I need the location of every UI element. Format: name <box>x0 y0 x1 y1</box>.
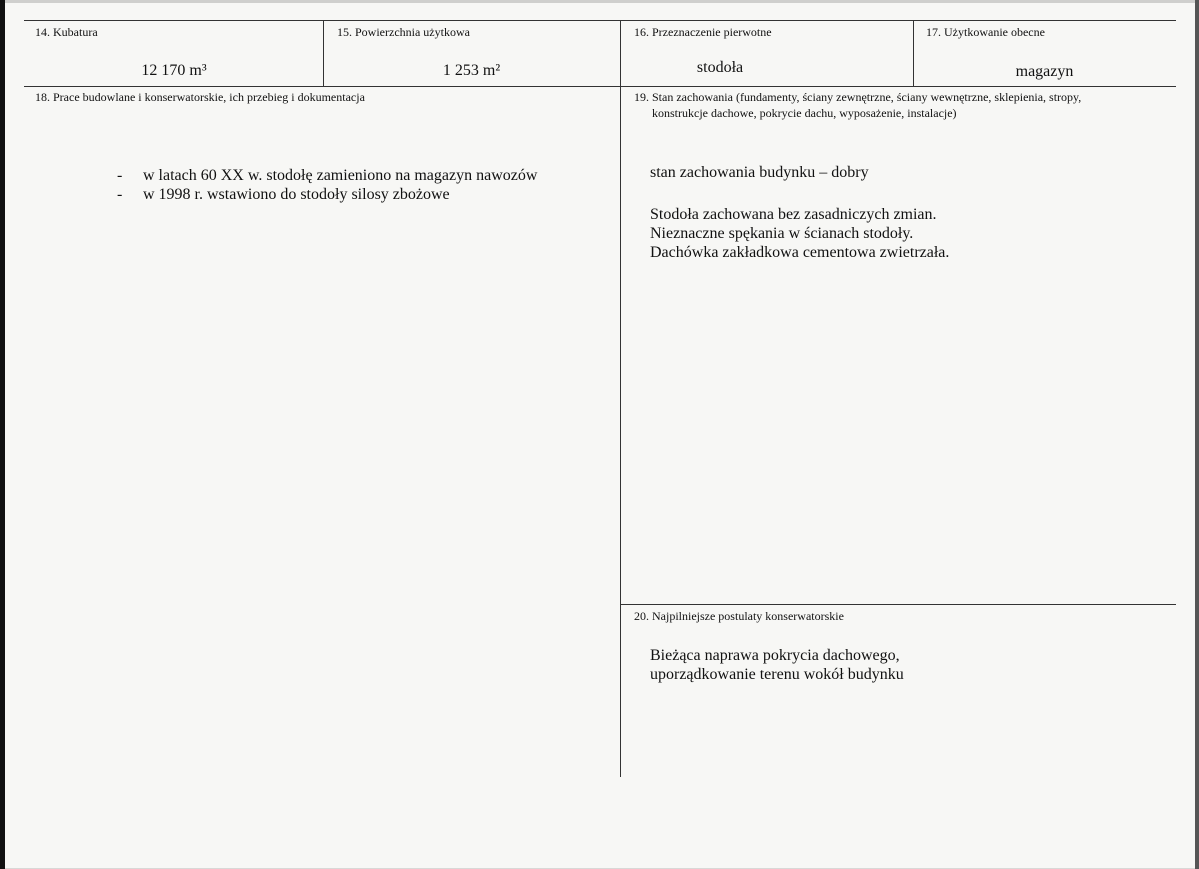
field19-detail: Nieznaczne spękania w ścianach stodoły. <box>650 225 914 242</box>
field19-label: 19. Stan zachowania (fundamenty, ściany zewnętrzne, ściany wewnętrzne, sklepienia, stropy, <box>634 90 1082 104</box>
field20-top-line <box>620 604 1176 605</box>
field19-summary: stan zachowania budynku – dobry <box>650 164 869 181</box>
field18-item: w latach 60 XX w. stodołę zamieniono na magazyn nawozów <box>143 167 538 184</box>
field20-label: 20. Najpilniejsze postulaty konserwatorskie <box>634 609 844 623</box>
field19-detail: Dachówka zakładkowa cementowa zwietrzała. <box>650 244 950 261</box>
field18-label: 18. Prace budowlane i konserwatorskie, ich przebieg i dokumentacja <box>35 90 365 104</box>
field17-value: magazyn <box>1015 63 1074 80</box>
field18-item: w 1998 r. wstawiono do stodoły silosy zbożowe <box>143 186 450 203</box>
bullet-marker: - <box>117 186 123 203</box>
field15-value: 1 253 m² <box>442 62 501 79</box>
field14-value: 12 170 m³ <box>141 62 207 79</box>
field16-label: 16. Przeznaczenie pierwotne <box>634 25 772 39</box>
field14-label: 14. Kubatura <box>35 25 98 39</box>
scan-edge-right <box>1195 0 1199 869</box>
field20-line: uporządkowanie terenu wokół budynku <box>650 666 904 683</box>
bullet-marker: - <box>117 167 123 184</box>
divider-main <box>620 20 621 777</box>
scan-edge-left <box>0 0 5 869</box>
scan-edge-top <box>0 0 1199 3</box>
row1-bottom-line <box>24 86 1176 87</box>
field19-label-continued: konstrukcje dachowe, pokrycie dachu, wyposażenie, instalacje) <box>652 106 957 120</box>
field17-label: 17. Użytkowanie obecne <box>926 25 1045 39</box>
field15-label: 15. Powierzchnia użytkowa <box>337 25 470 39</box>
field19-detail: Stodoła zachowana bez zasadniczych zmian. <box>650 206 937 223</box>
top-border-line <box>24 20 1176 21</box>
field20-line: Bieżąca naprawa pokrycia dachowego, <box>650 647 900 664</box>
field16-value: stodoła <box>696 59 744 76</box>
